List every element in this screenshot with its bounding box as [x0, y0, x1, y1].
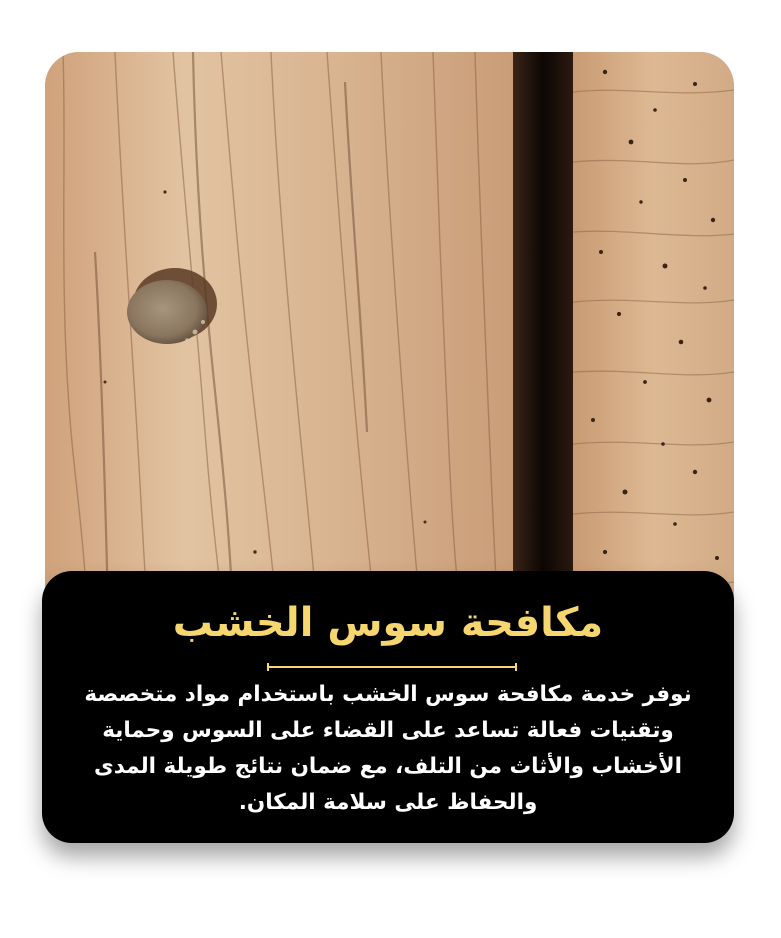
title-divider: [267, 666, 517, 668]
service-description: نوفر خدمة مكافحة سوس الخشب باستخدام مواد متخصصة وتقنيات فعالة تساعد على القضاء على السوس وحماية الأخشاب والأثاث من التلف، مع ضمان نتائج طويلة المدى والحفاظ على سلامة المكان.: [84, 682, 692, 815]
woodworm-wood-photo: [45, 52, 734, 652]
caption-panel: [42, 571, 734, 843]
service-title: مكافحة سوس الخشب: [172, 600, 604, 646]
